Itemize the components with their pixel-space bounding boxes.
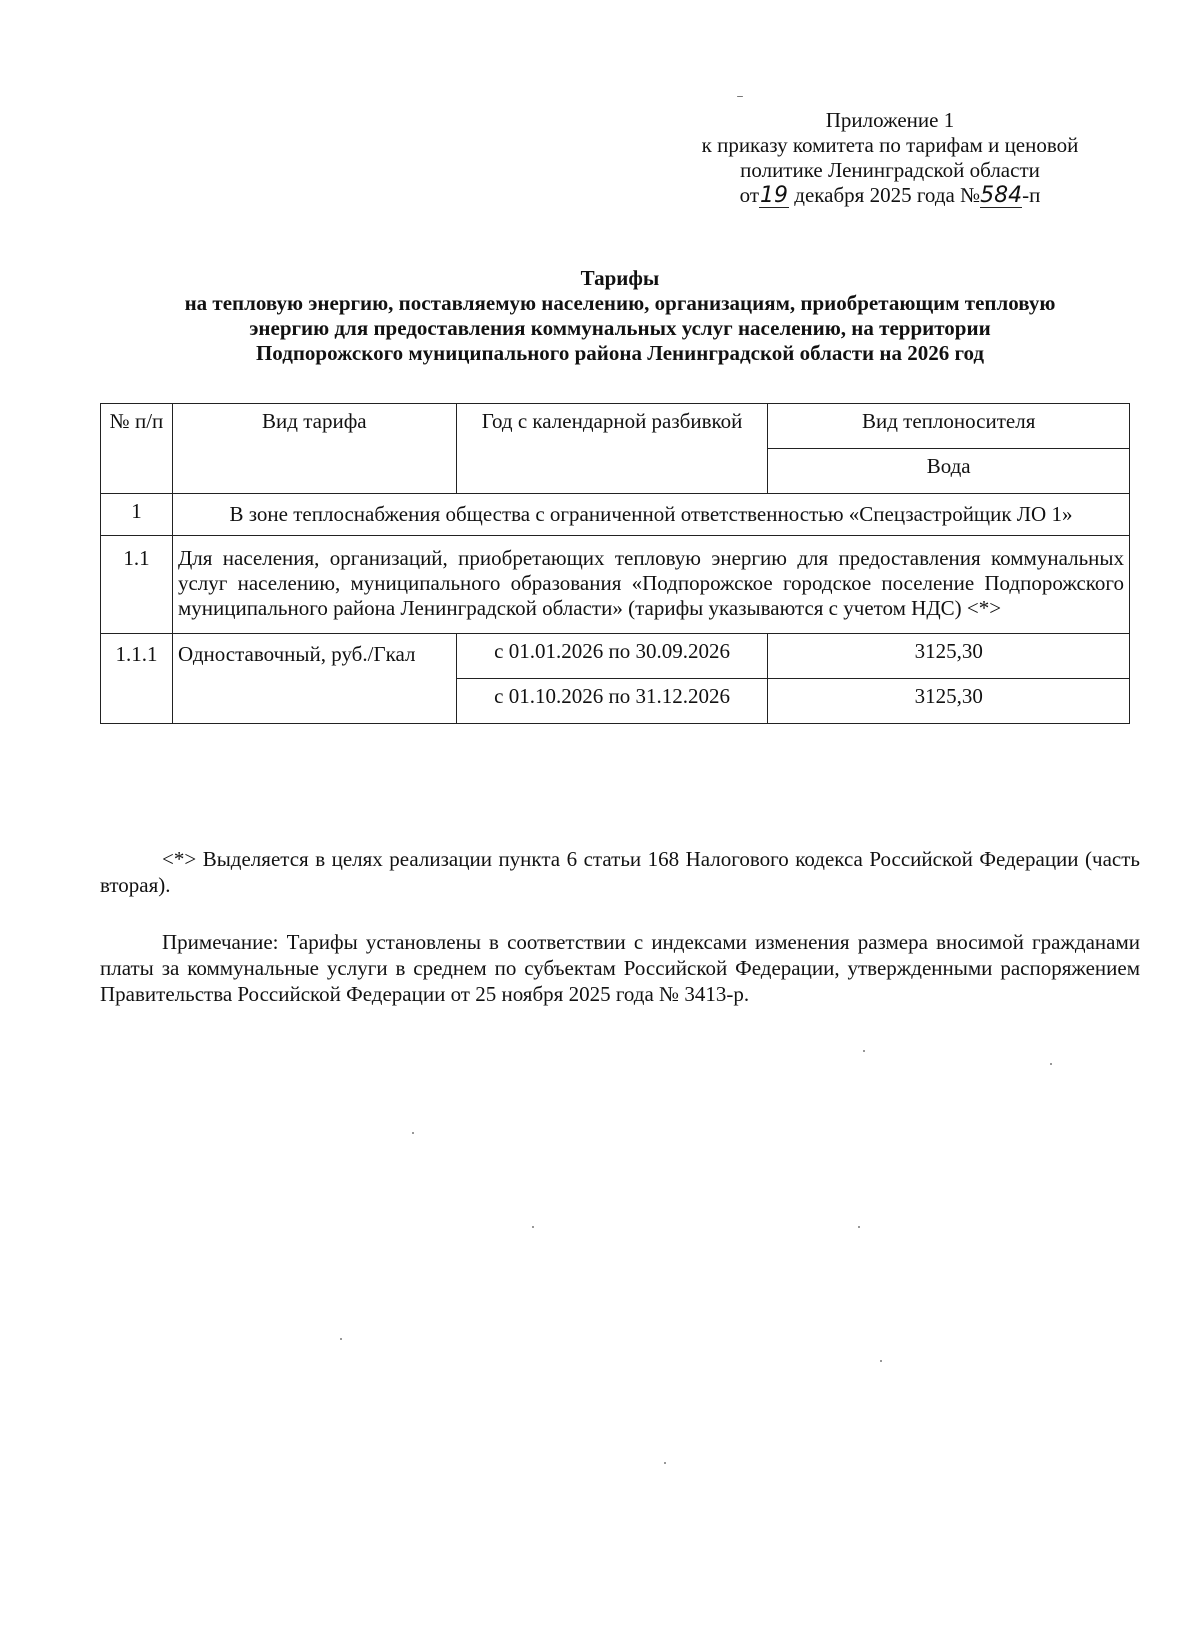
scan-speck bbox=[737, 96, 743, 97]
appendix-order-ref: к приказу комитета по тарифам и ценовой bbox=[701, 133, 1079, 157]
scan-speck bbox=[863, 1050, 865, 1052]
row-tariff-type: Одноставочный, руб./Гкал bbox=[172, 634, 456, 724]
table-header-row bbox=[101, 404, 1130, 449]
table-row bbox=[101, 634, 1130, 679]
header-carrier: Вид теплоносителя bbox=[768, 404, 1130, 449]
title-line-3: Подпорожского муниципального района Ленинградской области на 2026 год bbox=[255, 341, 985, 365]
date-middle: декабря 2025 года № bbox=[794, 183, 981, 207]
handwritten-order-number: 584 bbox=[980, 183, 1023, 208]
zone-row bbox=[101, 494, 1130, 536]
scan-speck bbox=[664, 1462, 666, 1464]
row-value: 3125,30 bbox=[768, 679, 1130, 724]
header-tariff-type: Вид тарифа bbox=[172, 404, 456, 494]
date-prefix: от bbox=[739, 183, 760, 207]
remark-note: Примечание: Тарифы установлены в соответствии с индексами изменения размера вносимой гражданами платы за коммунальные услуги в среднем по субъектам Российской Федерации, утвержденными распоряжением Правительства Российской Федерации от 25 ноября 2025 года № 3413-р. bbox=[100, 930, 1140, 1006]
group-num: 1.1 bbox=[101, 536, 173, 634]
appendix-authority: политике Ленинградской области bbox=[740, 158, 1040, 182]
title-heading: Тарифы bbox=[580, 266, 660, 290]
title-line-1: на тепловую энергию, поставляемую населению, организациям, приобретающим тепловую bbox=[184, 291, 1056, 315]
footnote: <*> Выделяется в целях реализации пункта 6 статьи 168 Налогового кодекса Российской Федерации (часть вторая). bbox=[100, 847, 1140, 897]
row-value: 3125,30 bbox=[768, 634, 1130, 679]
appendix-label: Приложение 1 bbox=[825, 108, 955, 132]
row-num: 1.1.1 bbox=[101, 634, 173, 724]
group-row bbox=[101, 536, 1130, 634]
appendix-date-line bbox=[650, 183, 1130, 208]
group-text: Для населения, организаций, приобретающих тепловую энергию для предоставления коммунальных услуг населению, муниципального образования «Подпорожское городское поселение Подпорожского муниципального района Ленинградской области» (тарифы указываются с учетом НДС) <*> bbox=[172, 536, 1129, 634]
scan-speck bbox=[532, 1226, 534, 1228]
header-carrier-water: Вода bbox=[768, 449, 1130, 494]
scan-speck bbox=[1050, 1063, 1052, 1065]
scan-speck bbox=[412, 1132, 414, 1134]
scan-speck bbox=[858, 1226, 860, 1228]
header-num: № п/п bbox=[101, 404, 173, 494]
title-line-2: энергию для предоставления коммунальных услуг населению, на территории bbox=[249, 316, 991, 340]
zone-text: В зоне теплоснабжения общества с ограниченной ответственностью «Спецзастройщик ЛО 1» bbox=[172, 494, 1129, 536]
scan-speck bbox=[880, 1360, 882, 1362]
document-title bbox=[100, 266, 1140, 366]
appendix-header bbox=[650, 108, 1130, 208]
scan-speck bbox=[340, 1338, 342, 1340]
tariff-table bbox=[100, 403, 1130, 724]
handwritten-day: 19 bbox=[760, 183, 789, 208]
row-period: с 01.01.2026 по 30.09.2026 bbox=[456, 634, 768, 679]
header-year: Год с календарной разбивкой bbox=[456, 404, 768, 494]
zone-num: 1 bbox=[101, 494, 173, 536]
row-period: с 01.10.2026 по 31.12.2026 bbox=[456, 679, 768, 724]
order-number-suffix: -п bbox=[1022, 183, 1041, 207]
